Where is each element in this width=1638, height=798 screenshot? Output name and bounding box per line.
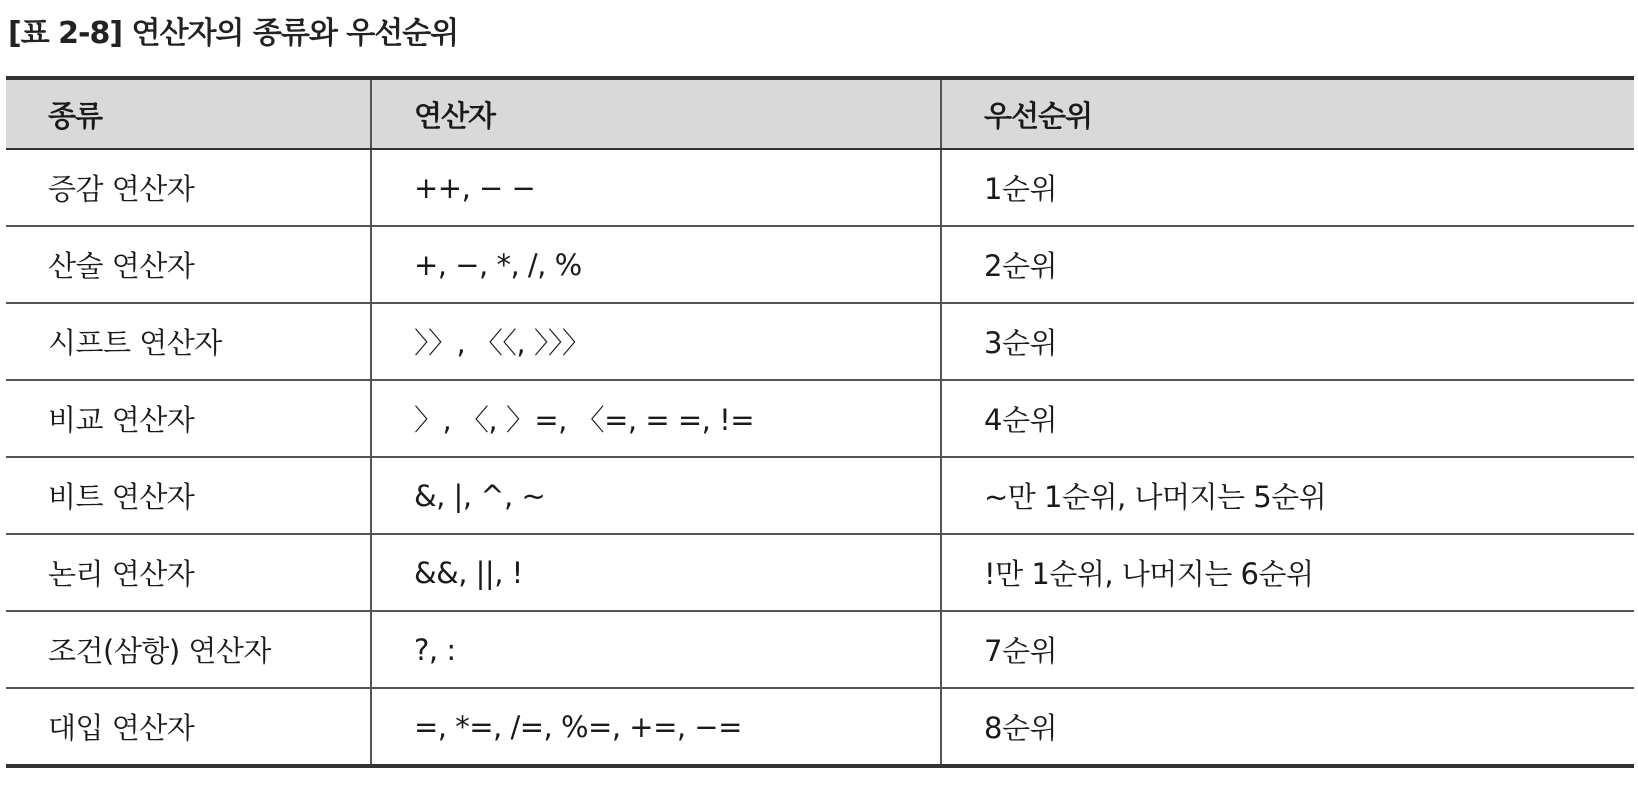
table-row (6, 688, 1634, 766)
cell-type: 비교 연산자 (6, 380, 371, 457)
cell-type: 증감 연산자 (6, 149, 371, 226)
cell-operator: ++, − − (371, 149, 941, 226)
header-row (6, 78, 1634, 149)
table-caption: [표 2-8] 연산자의 종류와 우선순위 (8, 16, 459, 51)
header-type: 종류 (6, 78, 371, 149)
operator-table (6, 76, 1634, 768)
cell-priority: 8순위 (941, 688, 1634, 766)
cell-priority: 7순위 (941, 611, 1634, 688)
cell-operator: =, *=, /=, %=, +=, −= (371, 688, 941, 766)
cell-priority: 4순위 (941, 380, 1634, 457)
cell-operator: &, |, ^, ~ (371, 457, 941, 534)
cell-type: 논리 연산자 (6, 534, 371, 611)
cell-priority: 1순위 (941, 149, 1634, 226)
cell-priority: !만 1순위, 나머지는 6순위 (941, 534, 1634, 611)
cell-type: 산술 연산자 (6, 226, 371, 303)
cell-type: 비트 연산자 (6, 457, 371, 534)
table-header (6, 78, 1634, 149)
table-row (6, 380, 1634, 457)
cell-type: 대입 연산자 (6, 688, 371, 766)
cell-priority: 3순위 (941, 303, 1634, 380)
cell-priority: 2순위 (941, 226, 1634, 303)
cell-operator: 〉〉, 〈〈, 〉〉〉 (371, 303, 941, 380)
cell-operator: &&, ||, ! (371, 534, 941, 611)
cell-type: 시프트 연산자 (6, 303, 371, 380)
cell-operator: +, −, *, /, % (371, 226, 941, 303)
table-row (6, 457, 1634, 534)
table-row (6, 303, 1634, 380)
table-row (6, 534, 1634, 611)
cell-operator: ?, : (371, 611, 941, 688)
cell-operator: 〉, 〈, 〉=, 〈=, = =, != (371, 380, 941, 457)
table-row (6, 611, 1634, 688)
header-operator: 연산자 (371, 78, 941, 149)
cell-type: 조건(삼항) 연산자 (6, 611, 371, 688)
table-row (6, 226, 1634, 303)
header-priority: 우선순위 (941, 78, 1634, 149)
table-row (6, 149, 1634, 226)
table-body (6, 149, 1634, 766)
cell-priority: ~만 1순위, 나머지는 5순위 (941, 457, 1634, 534)
